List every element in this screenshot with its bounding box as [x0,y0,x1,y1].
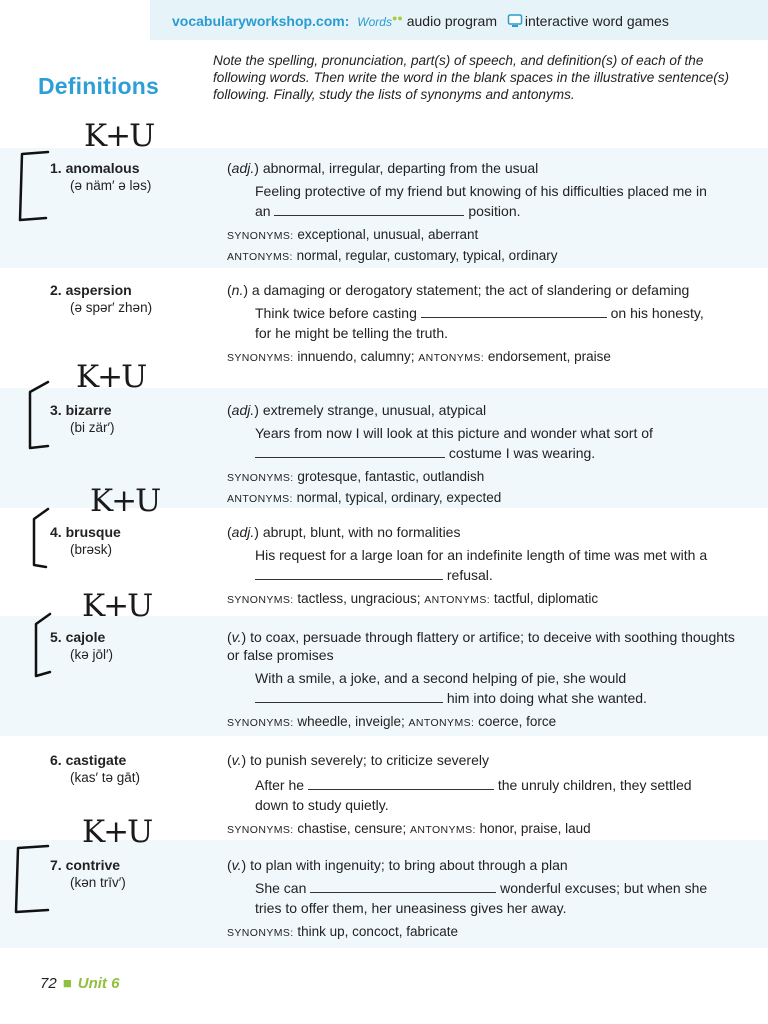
definition-bizarre: (adj.) extremely strange, unusual, atypical Years from now I will look at this picture and wonder what sort of costume I was wearing. SYNONYMS: grotesque, fantastic, outlandish ANTONYMS: normal, typical, ordinary, expected [227,402,653,505]
handwritten-bracket [6,842,52,916]
words-logo: Words●● [357,13,403,29]
pronunciation: (bi zär′) [70,420,115,435]
handwritten-note: K+U [84,118,154,154]
page-number: 72 [40,975,57,992]
definition-brusque: (adj.) abrupt, blunt, with no formalities His request for a large loan for an indefinite length of time was met with a refusal. SYNONYMS: tactless, ungracious; ANTONYMS: tactful, diplomatic [227,524,708,606]
instructions: Note the spelling, pronunciation, part(s) of speech, and definition(s) of each of the following words. Then write the word in the blank spaces in the illustrative sentence(s) following. Finally, study the lists of synonyms and antonyms. [213,53,730,102]
answer-blank[interactable] [310,879,496,893]
pronunciation: (kən trīv′) [70,875,126,890]
handwritten-bracket [26,505,52,573]
games-label: interactive word games [524,13,669,29]
handwritten-note: K+U [82,814,152,850]
headword-brusque: 4. brusque (brəsk) [50,524,121,557]
headword-bizarre: 3. bizarre (bi zär′) [50,402,115,435]
headword-cajole: 5. cajole (kə jōl′) [50,629,114,662]
headword-aspersion: 2. aspersion (ə spər′ zhən) [50,282,153,315]
pronunciation: (ə näm′ ə ləs) [70,178,152,193]
unit-label: Unit 6 [77,975,120,992]
header-bar [150,0,768,40]
definition-cajole: (v.) to coax, persuade through flattery or artifice; to deceive with soothing thoughts or false promises With a smile, a joke, and a second helping of pie, she would him into doing what she wanted. SYNONYMS: wheedle, inveigle; ANTONYMS: coerce, force [227,629,735,729]
pronunciation: (brəsk) [70,542,113,557]
answer-blank[interactable] [255,444,445,458]
pronunciation: (ə spər′ zhən) [70,300,153,315]
definition-aspersion: (n.) a damaging or derogatory statement; the act of slandering or defaming Think twice before casting on his honesty, for he might be telling the truth. SYNONYMS: innuendo, calumny; ANTONYMS: endorsement, praise [227,282,704,364]
pronunciation: (kas′ tə gāt) [70,770,141,785]
answer-blank[interactable] [255,566,443,580]
site-link[interactable]: vocabularyworkshop.com: [172,13,350,29]
page-title: Definitions [38,73,160,99]
answer-blank[interactable] [308,776,494,790]
definition-anomalous: (adj.) abnormal, irregular, departing from the usual Feeling protective of my friend but knowing of his difficulties placed me in an position. SYNONYMS: exceptional, unusual, aberrant ANTONYMS: normal, regular, customary, typical, ordinary [227,160,707,263]
definition-contrive: (v.) to plan with ingenuity; to bring about through a plan She can wonderful excuses; but when she tries to offer them, her uneasiness gives her away. SYNONYMS: think up, concoct, fabricate [227,857,708,939]
handwritten-bracket [22,378,52,454]
answer-blank[interactable] [255,689,443,703]
answer-blank[interactable] [274,202,464,216]
handwritten-note: K+U [90,483,160,519]
pronunciation: (kə jōl′) [70,647,114,662]
page-footer: 72 ■ Unit 6 [40,975,120,992]
handwritten-note: K+U [76,359,146,395]
handwritten-note: K+U [82,588,152,624]
handwritten-bracket [28,608,54,682]
audio-program-label: audio program [406,13,497,29]
headword-contrive: 7. contrive (kən trīv′) [50,857,126,890]
headword-castigate: 6. castigate (kas′ tə gāt) [50,752,141,785]
handwritten-bracket [8,148,52,226]
answer-blank[interactable] [421,304,607,318]
definition-castigate: (v.) to punish severely; to criticize severely After he the unruly children, they settled down to study quietly. SYNONYMS: chastise, censure; ANTONYMS: honor, praise, laud [227,752,692,836]
computer-icon [507,14,523,28]
headword-anomalous: 1. anomalous (ə näm′ ə ləs) [50,160,152,193]
